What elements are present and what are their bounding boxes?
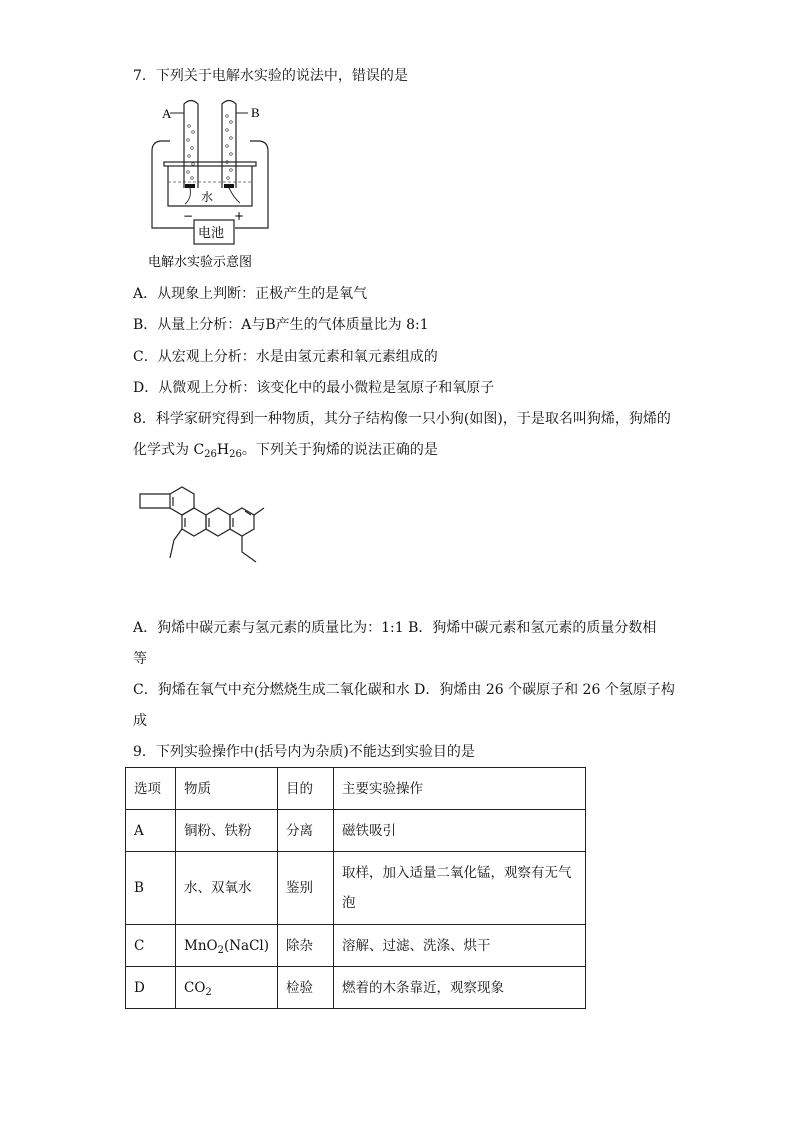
table-row: [126, 852, 586, 925]
row-substance: MnO$_2$(NaCl): [176, 925, 278, 967]
q7-option-d: D．从微观上分析：该变化中的最小微粒是氢原子和氧原子: [133, 380, 495, 396]
row-operation: 溶解、过滤、洗涤、烘干: [334, 925, 586, 967]
table-row: [126, 925, 586, 967]
row-aim: 除杂: [278, 925, 334, 967]
row-aim: 鉴别: [278, 852, 334, 925]
row-substance: 铜粉、铁粉: [176, 810, 278, 852]
row-substance: $CO_2$: [176, 967, 278, 1009]
row-option: D: [126, 967, 176, 1009]
row-operation: 取样，加入适量二氧化锰，观察有无气 泡: [334, 852, 586, 925]
dogene-structure: [130, 478, 270, 578]
q8-option-d-cont: 成: [133, 713, 147, 729]
q8-option-ab: A．狗烯中碳元素与氢元素的质量比为：1:1 B．狗烯中碳元素和氢元素的质量分数相: [133, 620, 657, 636]
row-substance: 水、双氧水: [176, 852, 278, 925]
plus-sign: +: [234, 209, 245, 223]
row-option: B: [126, 852, 176, 925]
table-header-row: [126, 768, 586, 810]
battery-label: 电池: [198, 226, 225, 241]
q9-stem: 9．下列实验操作中(括号内为杂质)不能达到实验目的是: [133, 744, 475, 760]
q7-option-b: B．从量上分析：A与B产生的气体质量比为 8:1: [133, 317, 429, 333]
label-b: B: [251, 105, 260, 120]
water-label: 水: [201, 190, 214, 204]
row-aim: 分离: [278, 810, 334, 852]
q8-stem-line1: 8．科学家研究得到一种物质，其分子结构像一只小狗(如图)，于是取名叫狗烯，狗烯的: [133, 411, 671, 427]
figure-caption: 电解水实验示意图: [148, 255, 253, 270]
header-substance: 物质: [176, 768, 278, 810]
header-option: 选项: [126, 768, 176, 810]
q7-option-c: C．从宏观上分析：水是由氢元素和氧元素组成的: [133, 349, 438, 365]
header-operation: 主要实验操作: [334, 768, 586, 810]
row-option: A: [126, 810, 176, 852]
header-aim: 目的: [278, 768, 334, 810]
row-aim: 检验: [278, 967, 334, 1009]
row-operation: 磁铁吸引: [334, 810, 586, 852]
q7-option-a: A．从现象上判断：正极产生的是氧气: [133, 286, 368, 302]
q8-stem-line2: 化学式为 $C_{26}H_{26}$。下列关于狗烯的说法正确的是: [133, 442, 438, 460]
table-row: [126, 810, 586, 852]
row-option: C: [126, 925, 176, 967]
q9-table: [125, 767, 586, 1009]
row-operation: 燃着的木条靠近，观察现象: [334, 967, 586, 1009]
label-a: A: [162, 106, 172, 121]
q7-stem: 7．下列关于电解水实验的说法中，错误的是: [133, 68, 408, 84]
q8-option-b-cont: 等: [133, 651, 147, 667]
minus-sign: −: [183, 209, 194, 223]
q8-option-cd: C．狗烯在氧气中充分燃烧生成二氧化碳和水 D．狗烯由 26 个碳原子和 26 个氢原子构: [133, 682, 675, 698]
table-row: [126, 967, 586, 1009]
electrolysis-diagram: [140, 98, 280, 273]
